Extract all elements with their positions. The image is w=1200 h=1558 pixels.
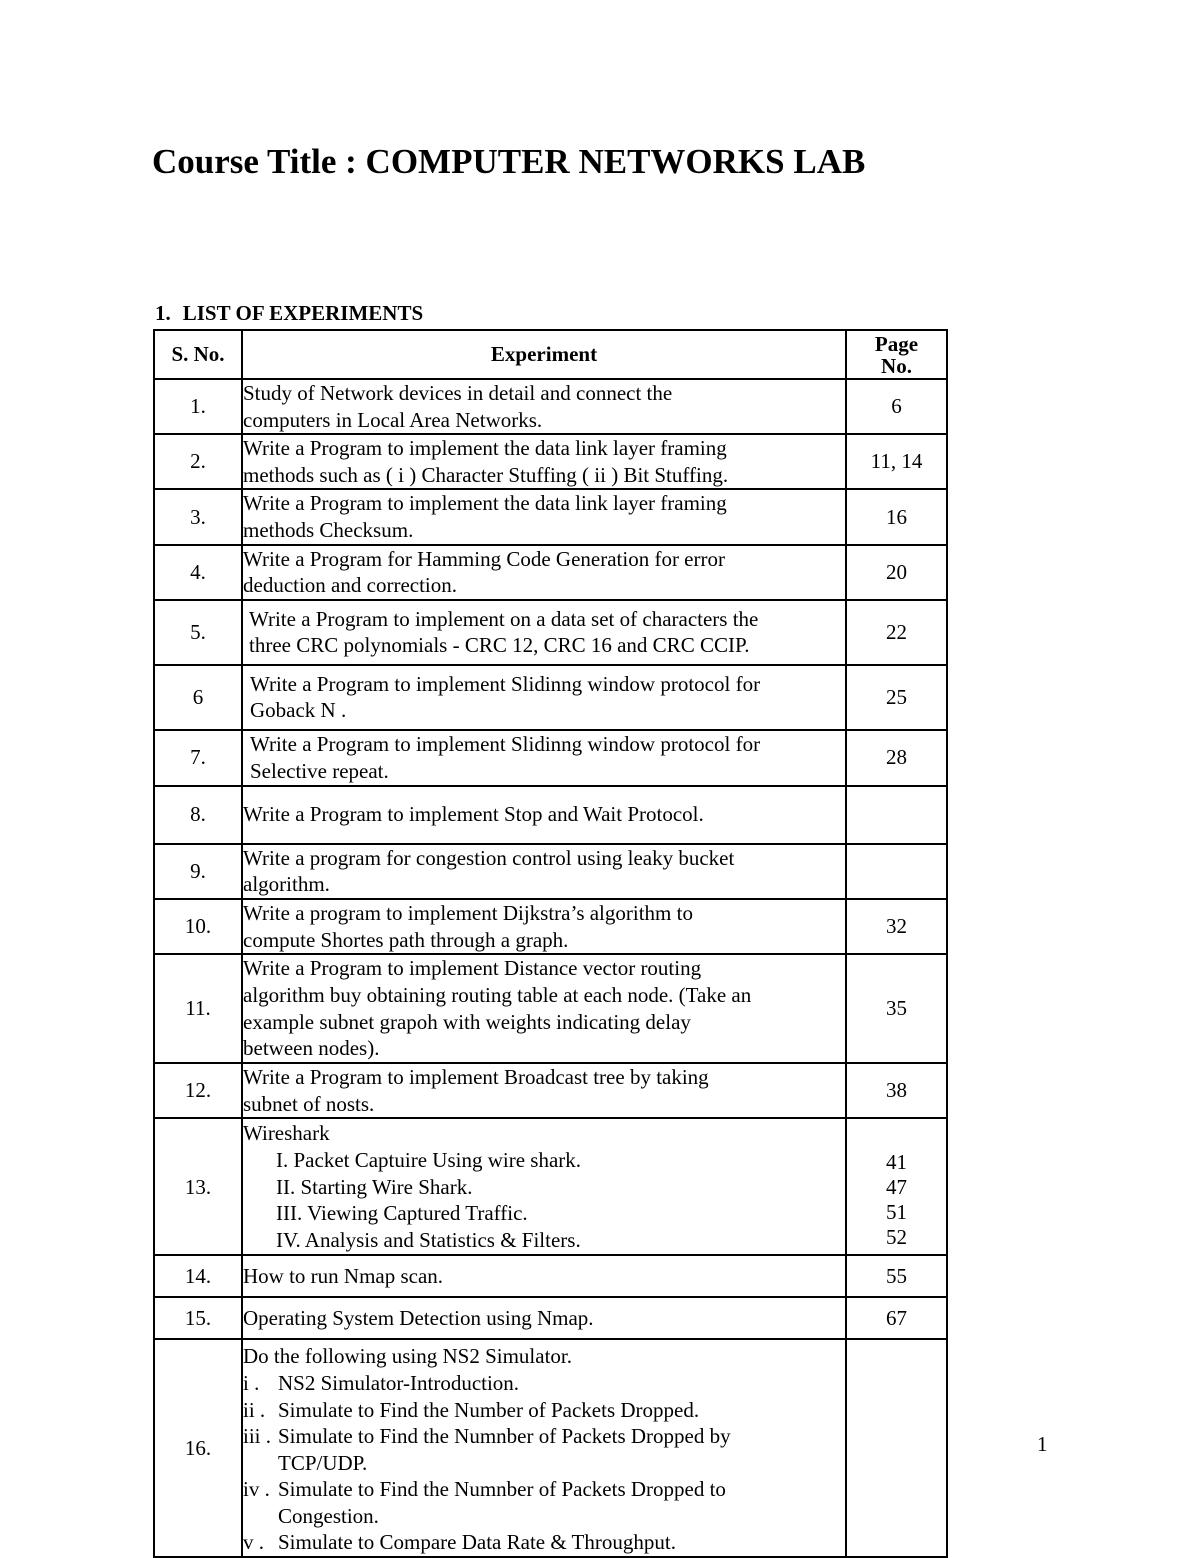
ns2-item-continuation: TCP/UDP.: [278, 1450, 368, 1475]
section-title: LIST OF EXPERIMENTS: [182, 301, 424, 325]
row-page: 28: [846, 730, 947, 786]
ns2-item: [243, 1529, 845, 1556]
ns2-item: [243, 1370, 845, 1397]
table-row: [154, 730, 947, 786]
ns2-item-numeral: v .: [243, 1530, 264, 1555]
wireshark-item: III. Viewing Captured Traffic.: [276, 1201, 528, 1226]
table-header-row: [154, 330, 947, 379]
ns2-item-text: Simulate to Find the Numnber of Packets Dropped to: [278, 1477, 726, 1502]
wireshark-item: IV. Analysis and Statistics & Filters.: [276, 1227, 581, 1252]
ns2-item-text: Simulate to Compare Data Rate & Throughput.: [278, 1530, 676, 1555]
text-line: compute Shortes path through a graph.: [243, 927, 569, 952]
row-sno: 6: [154, 665, 242, 730]
row-experiment: [242, 489, 846, 544]
table-row: [154, 1297, 947, 1339]
text-line: Goback N .: [250, 698, 347, 723]
text-line: methods such as ( i ) Character Stuffing ( ii ) Bit Stuffing.: [243, 462, 729, 487]
row-experiment: [242, 1339, 846, 1557]
text-line: Study of Network devices in detail and connect the: [243, 381, 673, 405]
row-experiment: [242, 1063, 846, 1118]
row-sno: 10.: [154, 899, 242, 954]
table-row: [154, 786, 947, 844]
row-page: [846, 1118, 947, 1255]
text-line: computers in Local Area Networks.: [243, 407, 543, 432]
table-row: [154, 1063, 947, 1118]
row-sno: 3.: [154, 489, 242, 544]
row-sno: 1.: [154, 379, 242, 434]
text-line: Write a Program to implement Slidinng window protocol for: [250, 732, 761, 757]
row-sno: 9.: [154, 844, 242, 899]
row-experiment: [242, 1255, 846, 1297]
text-line: example subnet grapoh with weights indicating delay: [243, 1009, 691, 1034]
course-title: Course Title : COMPUTER NETWORKS LAB: [152, 142, 866, 181]
text-line: Write a Program to implement Stop and Wait Protocol.: [243, 802, 704, 827]
row-experiment: [242, 899, 846, 954]
text-line: Write a Program to implement the data link layer framing: [243, 491, 727, 516]
row-experiment: [242, 786, 846, 844]
text-line: methods Checksum.: [243, 517, 414, 542]
row-sno: 4.: [154, 545, 242, 600]
ns2-item: [243, 1397, 845, 1424]
row-page: 38: [846, 1063, 947, 1118]
row-experiment: [242, 379, 846, 434]
text-line: algorithm buy obtaining routing table at each node. (Take an: [243, 983, 752, 1008]
ns2-item-text: NS2 Simulator-Introduction.: [278, 1370, 520, 1395]
ns2-heading: Do the following using NS2 Simulator.: [243, 1344, 573, 1369]
row-sno: 13.: [154, 1118, 242, 1255]
row-sno: 16.: [154, 1339, 242, 1557]
row-experiment: [242, 954, 846, 1063]
text-line: Write a program to implement Dijkstra’s algorithm to: [243, 900, 693, 925]
row-sno: 11.: [154, 954, 242, 1063]
text-line: Write a Program to implement on a data set of characters the: [249, 606, 759, 631]
text-line: Write a Program to implement Broadcast tree by taking: [243, 1065, 709, 1090]
table-row-ns2: [154, 1339, 947, 1557]
row-page: 35: [846, 954, 947, 1063]
row-page: 55: [846, 1255, 947, 1297]
wireshark-item: II. Starting Wire Shark.: [276, 1174, 473, 1199]
ns2-item-numeral: ii .: [243, 1397, 266, 1422]
ns2-item-numeral: iii .: [243, 1424, 272, 1449]
row-sno: 2.: [154, 434, 242, 489]
table-row: [154, 545, 947, 600]
experiments-table: [153, 329, 948, 1558]
row-experiment: [242, 1297, 846, 1339]
text-line: Write a program for congestion control using leaky bucket: [243, 845, 735, 870]
ns2-item: [243, 1476, 845, 1503]
row-sno: 5.: [154, 600, 242, 665]
ns2-item-numeral: iv .: [243, 1477, 270, 1502]
row-sno: 12.: [154, 1063, 242, 1118]
row-page: 25: [846, 665, 947, 730]
wireshark-item: I. Packet Captuire Using wire shark.: [276, 1147, 582, 1172]
row-page: 32: [846, 899, 947, 954]
table-row: [154, 434, 947, 489]
section-heading: [155, 300, 423, 326]
row-page: 20: [846, 545, 947, 600]
table-row: [154, 1255, 947, 1297]
table-row: [154, 489, 947, 544]
header-experiment: Experiment: [242, 330, 846, 379]
text-line: Write a Program to implement Slidinng window protocol for: [250, 671, 761, 696]
header-page-line2: No.: [881, 353, 912, 378]
row-sno: 15.: [154, 1297, 242, 1339]
text-line: How to run Nmap scan.: [243, 1264, 444, 1289]
row-sno: 8.: [154, 786, 242, 844]
row-experiment: [242, 600, 846, 665]
row-page: 67: [846, 1297, 947, 1339]
text-line: Write a Program to implement the data link layer framing: [243, 436, 727, 461]
table-row: [154, 899, 947, 954]
wireshark-heading: Wireshark: [243, 1121, 330, 1146]
ns2-item-numeral: i .: [243, 1370, 260, 1395]
row-experiment: [242, 844, 846, 899]
text-line: deduction and correction.: [243, 573, 457, 598]
row-experiment: [242, 545, 846, 600]
text-line: three CRC polynomials - CRC 12, CRC 16 and CRC CCIP.: [249, 633, 750, 658]
ns2-item-text: Simulate to Find the Number of Packets Dropped.: [278, 1397, 700, 1422]
text-line: Write a Program to implement Distance vector routing: [243, 956, 702, 981]
ns2-item: [243, 1423, 845, 1450]
text-line: between nodes).: [243, 1036, 380, 1061]
page-value: 41: [886, 1150, 907, 1175]
table-row: [154, 954, 947, 1063]
text-line: Selective repeat.: [250, 758, 389, 783]
row-experiment: [242, 434, 846, 489]
table-row-wireshark: [154, 1118, 947, 1255]
row-experiment: [242, 730, 846, 786]
section-number: 1.: [155, 301, 171, 325]
page-number: 1: [1037, 1432, 1048, 1456]
header-page-line1: Page: [874, 331, 919, 356]
row-page: [846, 786, 947, 844]
page-value: 51: [886, 1200, 907, 1225]
row-page: 6: [846, 379, 947, 434]
text-line: Operating System Detection using Nmap.: [243, 1306, 594, 1331]
text-line: Write a Program for Hamming Code Generation for error: [243, 546, 725, 571]
table-row: [154, 600, 947, 665]
ns2-item-continuation: Congestion.: [278, 1503, 379, 1528]
row-sno: 7.: [154, 730, 242, 786]
ns2-item-text: Simulate to Find the Numnber of Packets Dropped by: [278, 1424, 731, 1449]
row-experiment: [242, 665, 846, 730]
row-page: [846, 844, 947, 899]
table-row: [154, 844, 947, 899]
row-page: [846, 1339, 947, 1557]
header-sno: S. No.: [154, 330, 242, 379]
text-line: subnet of nosts.: [243, 1091, 375, 1116]
row-page: 11, 14: [846, 434, 947, 489]
row-sno: 14.: [154, 1255, 242, 1297]
page-value: 52: [886, 1225, 907, 1250]
header-page-no: [846, 330, 947, 379]
table-row: [154, 665, 947, 730]
page-value: 47: [886, 1175, 907, 1200]
text-line: algorithm.: [243, 872, 330, 897]
row-experiment: [242, 1118, 846, 1255]
row-page: 22: [846, 600, 947, 665]
row-page: 16: [846, 489, 947, 544]
table-row: [154, 379, 947, 434]
